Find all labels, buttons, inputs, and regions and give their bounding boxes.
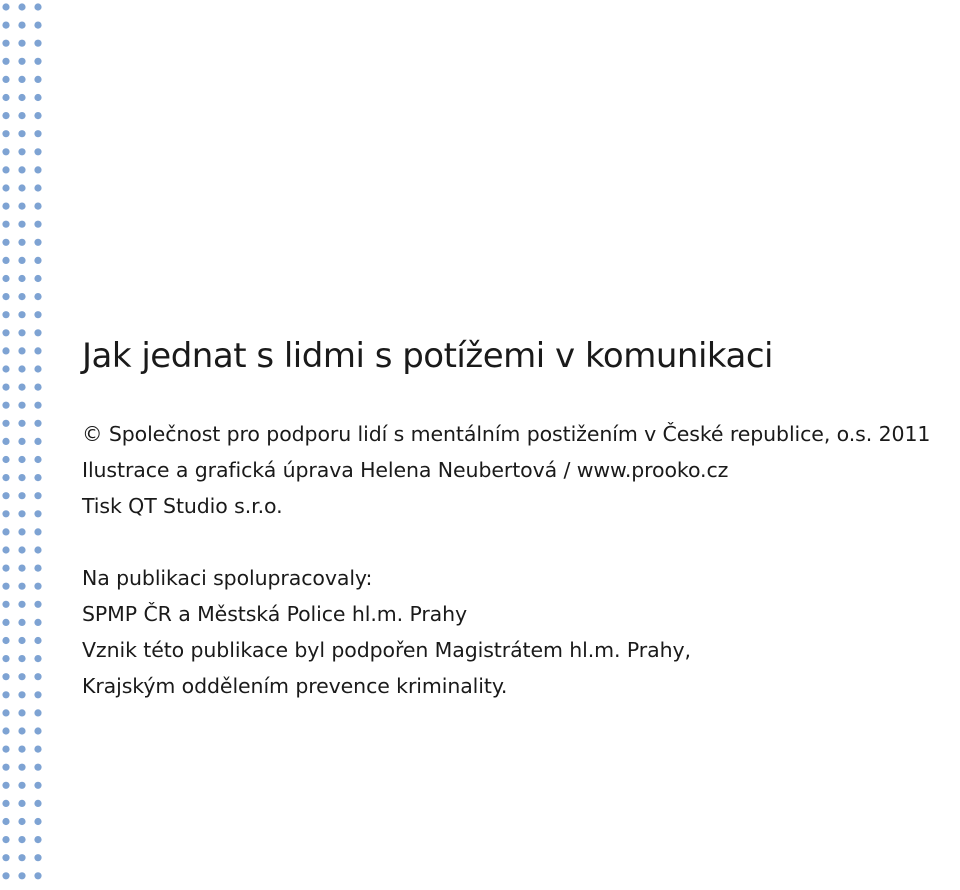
decorative-dot bbox=[34, 691, 41, 698]
decorative-dot bbox=[34, 257, 41, 264]
decorative-dot bbox=[2, 184, 9, 191]
decorative-dot bbox=[2, 22, 9, 29]
funding-note-continued: Krajským oddělením prevence kriminality. bbox=[82, 674, 508, 698]
decorative-dot bbox=[34, 311, 41, 318]
decorative-dot bbox=[2, 438, 9, 445]
decorative-dot bbox=[18, 311, 25, 318]
decorative-dot bbox=[34, 764, 41, 771]
decorative-dot bbox=[18, 764, 25, 771]
page-title: Jak jednat s lidmi s potížemi v komunikaci bbox=[82, 336, 773, 376]
decorative-dot bbox=[2, 836, 9, 843]
decorative-dot bbox=[18, 112, 25, 119]
decorative-dot bbox=[34, 76, 41, 83]
decorative-dot bbox=[18, 40, 25, 47]
decorative-dot bbox=[34, 800, 41, 807]
decorative-dot bbox=[34, 673, 41, 680]
decorative-dot bbox=[2, 727, 9, 734]
decorative-dot bbox=[18, 148, 25, 155]
decorative-dot bbox=[2, 148, 9, 155]
decorative-dot bbox=[2, 619, 9, 626]
decorative-dot bbox=[34, 746, 41, 753]
decorative-dot bbox=[18, 402, 25, 409]
decorative-dot bbox=[18, 221, 25, 228]
decorative-dot bbox=[34, 709, 41, 716]
decorative-dot bbox=[34, 492, 41, 499]
decorative-dot bbox=[34, 402, 41, 409]
decorative-dot bbox=[34, 872, 41, 879]
decorative-dot bbox=[34, 40, 41, 47]
decorative-dot bbox=[18, 365, 25, 372]
decorative-dot bbox=[18, 619, 25, 626]
decorative-dot bbox=[2, 112, 9, 119]
decorative-dot bbox=[18, 601, 25, 608]
decorative-dot bbox=[2, 3, 9, 10]
decorative-dot bbox=[18, 546, 25, 553]
decorative-dot bbox=[34, 583, 41, 590]
decorative-dot bbox=[34, 203, 41, 210]
decorative-dot bbox=[34, 184, 41, 191]
decorative-dot bbox=[18, 94, 25, 101]
decorative-dot bbox=[2, 329, 9, 336]
decorative-dot bbox=[34, 456, 41, 463]
decorative-dot bbox=[18, 673, 25, 680]
decorative-dot bbox=[18, 746, 25, 753]
decorative-dot bbox=[2, 40, 9, 47]
decorative-dot bbox=[34, 166, 41, 173]
decorative-dot bbox=[2, 130, 9, 137]
decorative-dot bbox=[2, 782, 9, 789]
decorative-dot bbox=[2, 166, 9, 173]
decorative-dot bbox=[34, 546, 41, 553]
decorative-dot bbox=[2, 311, 9, 318]
decorative-dot bbox=[34, 148, 41, 155]
decorative-dot bbox=[2, 293, 9, 300]
collaborators: SPMP ČR a Městská Police hl.m. Prahy bbox=[82, 602, 468, 626]
decorative-dot bbox=[34, 329, 41, 336]
decorative-dot bbox=[2, 492, 9, 499]
decorative-dot bbox=[18, 800, 25, 807]
decorative-dot bbox=[18, 3, 25, 10]
decorative-dot bbox=[18, 293, 25, 300]
decorative-dot bbox=[34, 293, 41, 300]
decorative-dot bbox=[18, 709, 25, 716]
decorative-dot bbox=[18, 637, 25, 644]
decorative-dot bbox=[2, 510, 9, 517]
decorative-dot bbox=[18, 782, 25, 789]
decorative-dot bbox=[2, 257, 9, 264]
decorative-dot bbox=[18, 528, 25, 535]
decorative-dot bbox=[34, 565, 41, 572]
decorative-dot bbox=[34, 782, 41, 789]
decorative-dot bbox=[2, 58, 9, 65]
decorative-dot bbox=[18, 130, 25, 137]
decorative-dot bbox=[2, 456, 9, 463]
decorative-dot bbox=[2, 818, 9, 825]
decorative-dot bbox=[2, 854, 9, 861]
decorative-dot bbox=[34, 384, 41, 391]
decorative-dot bbox=[18, 872, 25, 879]
decorative-dot bbox=[2, 601, 9, 608]
decorative-dot bbox=[2, 384, 9, 391]
decorative-dot bbox=[2, 474, 9, 481]
decorative-dot bbox=[2, 239, 9, 246]
decorative-dot bbox=[18, 239, 25, 246]
decorative-dot bbox=[34, 528, 41, 535]
decorative-dot bbox=[34, 221, 41, 228]
decorative-dot bbox=[2, 764, 9, 771]
decorative-dot bbox=[34, 510, 41, 517]
decorative-dot bbox=[34, 420, 41, 427]
print-credit: Tisk QT Studio s.r.o. bbox=[82, 494, 283, 518]
decorative-dot bbox=[34, 655, 41, 662]
decorative-dot bbox=[18, 22, 25, 29]
decorative-dot bbox=[34, 601, 41, 608]
decorative-dot bbox=[34, 438, 41, 445]
collaboration-heading: Na publikaci spolupracovaly: bbox=[82, 566, 373, 590]
decorative-dot bbox=[2, 528, 9, 535]
decorative-dot bbox=[34, 22, 41, 29]
copyright-line: © Společnost pro podporu lidí s mentálním postižením v České republice, o.s. 2011 bbox=[82, 422, 931, 446]
decorative-dot bbox=[34, 94, 41, 101]
decorative-dot bbox=[34, 347, 41, 354]
decorative-dot bbox=[18, 474, 25, 481]
decorative-dot bbox=[18, 492, 25, 499]
decorative-dot bbox=[2, 221, 9, 228]
decorative-dot bbox=[18, 456, 25, 463]
decorative-dot bbox=[18, 510, 25, 517]
decorative-dot bbox=[34, 130, 41, 137]
decorative-dot bbox=[18, 347, 25, 354]
decorative-dot bbox=[18, 583, 25, 590]
decorative-dot bbox=[2, 546, 9, 553]
dotted-margin-decoration bbox=[0, 0, 50, 890]
decorative-dot bbox=[2, 709, 9, 716]
decorative-dot bbox=[18, 691, 25, 698]
decorative-dot bbox=[34, 3, 41, 10]
decorative-dot bbox=[2, 76, 9, 83]
decorative-dot bbox=[2, 655, 9, 662]
decorative-dot bbox=[18, 58, 25, 65]
decorative-dot bbox=[2, 637, 9, 644]
funding-note: Vznik této publikace byl podpořen Magistrátem hl.m. Prahy, bbox=[82, 638, 691, 662]
decorative-dot bbox=[18, 166, 25, 173]
decorative-dot bbox=[18, 438, 25, 445]
decorative-dot bbox=[18, 420, 25, 427]
decorative-dot bbox=[34, 474, 41, 481]
decorative-dot bbox=[34, 365, 41, 372]
decorative-dot bbox=[34, 619, 41, 626]
decorative-dot bbox=[2, 365, 9, 372]
decorative-dot bbox=[34, 58, 41, 65]
decorative-dot bbox=[18, 565, 25, 572]
decorative-dot bbox=[2, 347, 9, 354]
decorative-dot bbox=[2, 691, 9, 698]
decorative-dot bbox=[2, 275, 9, 282]
decorative-dot bbox=[2, 673, 9, 680]
decorative-dot bbox=[2, 420, 9, 427]
decorative-dot bbox=[18, 184, 25, 191]
decorative-dot bbox=[18, 203, 25, 210]
decorative-dot bbox=[2, 94, 9, 101]
decorative-dot bbox=[2, 203, 9, 210]
decorative-dot bbox=[34, 239, 41, 246]
decorative-dot bbox=[18, 655, 25, 662]
decorative-dot bbox=[18, 76, 25, 83]
decorative-dot bbox=[34, 818, 41, 825]
illustration-credit: Ilustrace a grafická úprava Helena Neubertová / www.prooko.cz bbox=[82, 458, 729, 482]
decorative-dot bbox=[34, 275, 41, 282]
decorative-dot bbox=[2, 565, 9, 572]
decorative-dot bbox=[34, 637, 41, 644]
decorative-dot bbox=[18, 275, 25, 282]
decorative-dot bbox=[34, 727, 41, 734]
decorative-dot bbox=[18, 854, 25, 861]
decorative-dot bbox=[2, 583, 9, 590]
decorative-dot bbox=[18, 818, 25, 825]
decorative-dot bbox=[34, 112, 41, 119]
decorative-dot bbox=[18, 384, 25, 391]
decorative-dot bbox=[2, 746, 9, 753]
decorative-dot bbox=[34, 836, 41, 843]
decorative-dot bbox=[34, 854, 41, 861]
decorative-dot bbox=[18, 836, 25, 843]
decorative-dot bbox=[18, 329, 25, 336]
decorative-dot bbox=[2, 800, 9, 807]
decorative-dot bbox=[2, 402, 9, 409]
decorative-dot bbox=[2, 872, 9, 879]
decorative-dot bbox=[18, 727, 25, 734]
decorative-dot bbox=[18, 257, 25, 264]
